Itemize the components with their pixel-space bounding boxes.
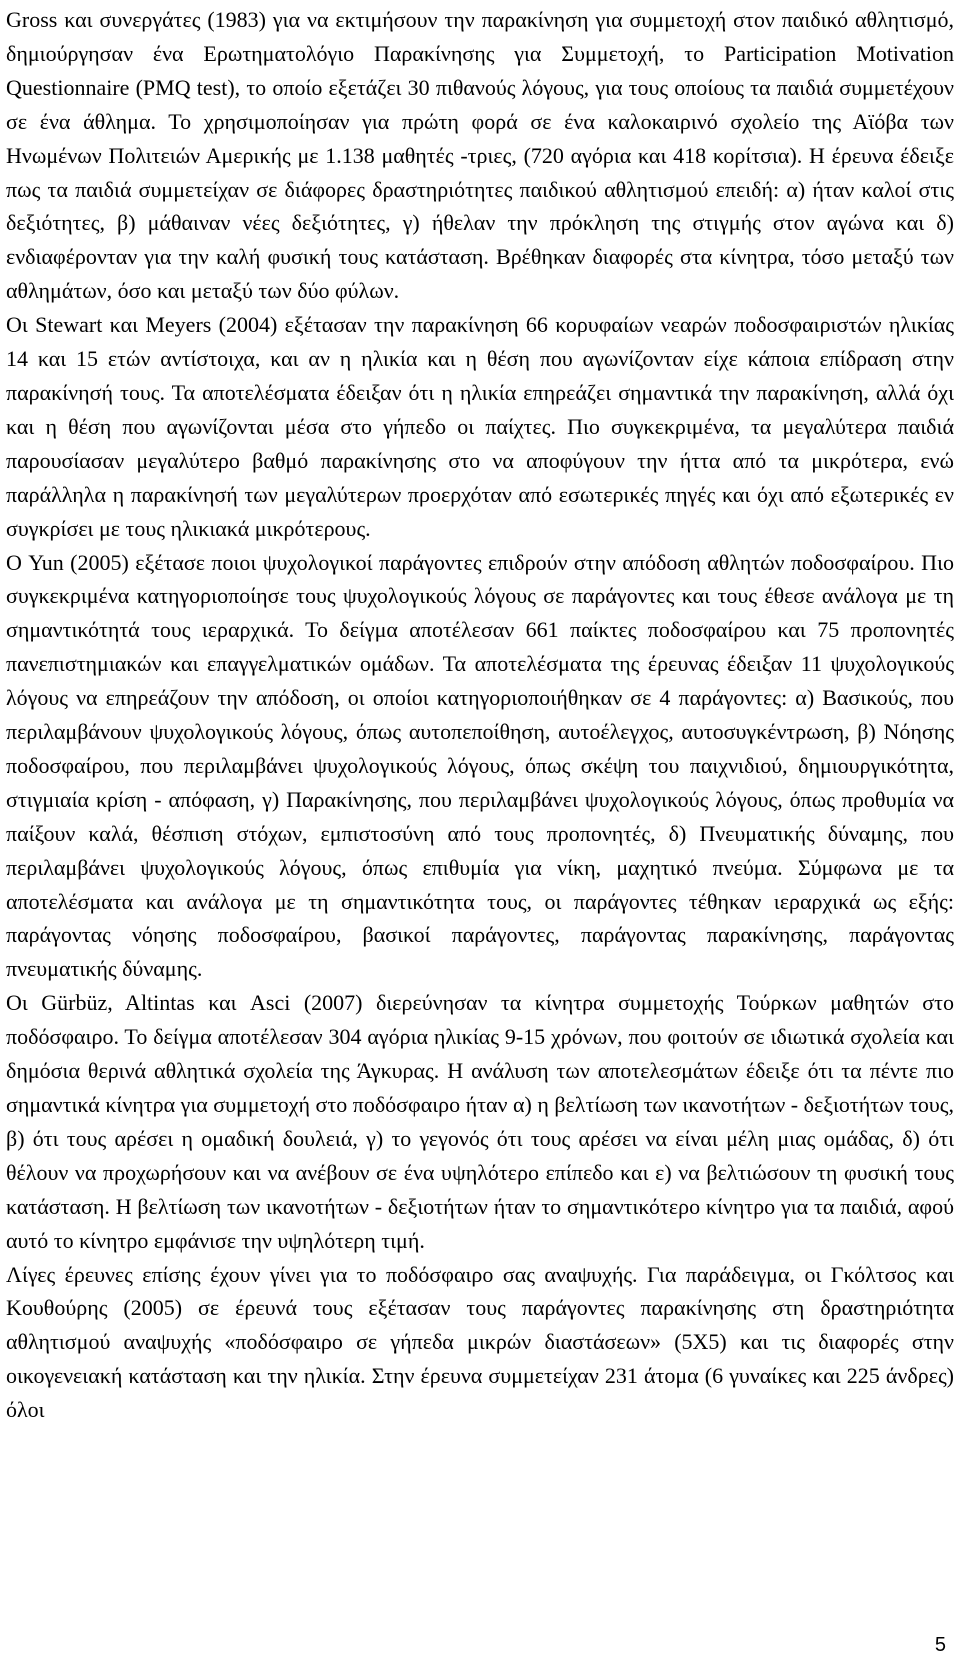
paragraph-yun: Ο Yun (2005) εξέτασε ποιοι ψυχολογικοί παράγοντες επιδρούν στην απόδοση αθλητών ποδοσφαίρου. Πιο συγκεκριμένα κατηγοριοποίησε τους ψυχολογικούς λόγους σε παράγοντες και τους έθεσε ανάλογα με τη σημαντικότητά τους ιεραρχικά. Το δείγμα αποτέλεσαν 661 παίκτες ποδοσφαίρου και 75 προπονητές πανεπιστημιακών και επαγγελματικών ομάδων. Τα αποτελέσματα της έρευνας έδειξαν 11 ψυχολογικούς λόγους να επηρεάζουν την απόδοση, οι οποίοι κατηγοριοποιήθηκαν σε 4 παράγοντες: α) Βασικούς, που περιλαμβάνουν ψυχολογικούς λόγους, όπως αυτοπεποίθηση, αυτοέλεγχος, αυτοσυγκέντρωση, β) Νόησης ποδοσφαίρου, που περιλαμβάνει ψυχολογικούς λόγους, όπως σκέψη του παιχνιδιού, δημιουργικότητα, στιγμιαία κρίση - απόφαση, γ) Παρακίνησης, που περιλαμβάνει ψυχολογικούς λόγους, όπως προθυμία να παίξουν καλά, θέσπιση στόχων, εμπιστοσύνη από τους προπονητές, δ) Πνευματικής δύναμης, που περιλαμβάνει ψυχολογικούς λόγους, όπως επιθυμία για νίκη, μαχητικό πνεύμα. Σύμφωνα με τα αποτελέσματα και ανάλογα με τη σημαντικότητα τους, οι παράγοντες τέθηκαν ιεραρχικά ως εξής: παράγοντας νόησης ποδοσφαίρου, βασικοί παράγοντες, παράγοντας παρακίνησης, παράγοντας πνευματικής δύναμης. xyxy=(6,549,954,982)
paragraph-recreational-football: Λίγες έρευνες επίσης έχουν γίνει για το ποδόσφαιρο σας αναψυχής. Για παράδειγμα, οι Γκόλτσος και Κουθούρης (2005) σε έρευνά τους εξέτασαν τους παράγοντες παρακίνησης στη δραστηριότητα αθλητισμού αναψυχής «ποδόσφαιρο σε γήπεδα μικρών διαστάσεων» (5Χ5) και τις διαφορές στην οικογενειακή κατάσταση και την ηλικία. Στην έρευνα συμμετείχαν 231 άτομα (6 γυναίκες και 225 άνδρες) όλοι xyxy=(6,1261,954,1423)
page-number: 5 xyxy=(934,1634,946,1656)
paragraph-stewart-meyers: Οι Stewart και Meyers (2004) εξέτασαν την παρακίνηση 66 κορυφαίων νεαρών ποδοσφαιριστών ηλικίας 14 και 15 ετών αντίστοιχα, και αν η ηλικία και η θέση που αγωνίζονταν είχε κάποια επίδραση στην παρακίνησή τους. Τα αποτελέσματα έδειξαν ότι η ηλικία επηρεάζει σημαντικά την παρακίνηση, αλλά όχι και η θέση που αγωνίζονται μέσα στο γήπεδο οι παίχτες. Πιο συγκεκριμένα, τα μεγαλύτερα παιδιά παρουσίασαν μεγαλύτερο βαθμό παρακίνησης στο να αποφύγουν την ήττα από τα μικρότερα, ενώ παράλληλα η παρακίνησή των μεγαλύτερων προερχόταν από εσωτερικές πηγές και όχι από εξωτερικές εν συγκρίσει με τους ηλικιακά μικρότερους. xyxy=(6,312,954,541)
paragraph-gurbuz-altintas-asci: Οι Gürbüz, Altintas και Asci (2007) διερεύνησαν τα κίνητρα συμμετοχής Τούρκων μαθητών στο ποδόσφαιρο. Το δείγμα αποτέλεσαν 304 αγόρια ηλικίας 9-15 χρόνων, που φοιτούν σε ιδιωτικά σχολεία και δημόσια θερινά αθλητικά σχολεία της Άγκυρας. Η ανάλυση των αποτελεσμάτων έδειξε ότι τα πέντε πιο σημαντικά κίνητρα για συμμετοχή στο ποδόσφαιρο ήταν α) η βελτίωση των ικανοτήτων - δεξιοτήτων τους, β) ότι τους αρέσει η ομαδική δουλειά, γ) το γεγονός ότι τους αρέσει να είναι μέλη μιας ομάδας, δ) ότι θέλουν να προχωρήσουν και να ανέβουν σε ένα υψηλότερο επίπεδο και ε) να βελτιώσουν τη φυσική τους κατάσταση. Η βελτίωση των ικανοτήτων - δεξιοτήτων ήταν το σημαντικότερο κίνητρο για τα παιδιά, αφού αυτό το κίνητρο εμφάνισε την υψηλότερη τιμή. xyxy=(6,990,954,1253)
paragraph-gross-pmq: Gross και συνεργάτες (1983) για να εκτιμήσουν την παρακίνηση για συμμετοχή στον παιδικό αθλητισμό, δημιούργησαν ένα Ερωτηματολόγιο Παρακίνησης για Συμμετοχή, το Participation Motivation Questionnaire (PMQ test), το οποίο εξετάζει 30 πιθανούς λόγους, για τους οποίους τα παιδιά συμμετέχουν σε ένα άθλημα. Το χρησιμοποίησαν για πρώτη φορά σε ένα καλοκαιρινό σχολείο της Αϊόβα των Ηνωμένων Πολιτειών Αμερικής με 1.138 μαθητές -τριες, (720 αγόρια και 418 κορίτσια). Η έρευνα έδειξε πως τα παιδιά συμμετείχαν σε διάφορες δραστηριότητες παιδικού αθλητισμού επειδή: α) ήταν καλοί στις δεξιότητες, β) μάθαιναν νέες δεξιότητες, γ) ήθελαν την πρόκληση της στιγμής στον αγώνα και δ) ενδιαφέρονταν για την καλή φυσική τους κατάσταση. Βρέθηκαν διαφορές στα κίνητρα, τόσο μεταξύ των αθλημάτων, όσο και μεταξύ των δύο φύλων. xyxy=(6,7,954,304)
body-text xyxy=(6,3,954,1427)
